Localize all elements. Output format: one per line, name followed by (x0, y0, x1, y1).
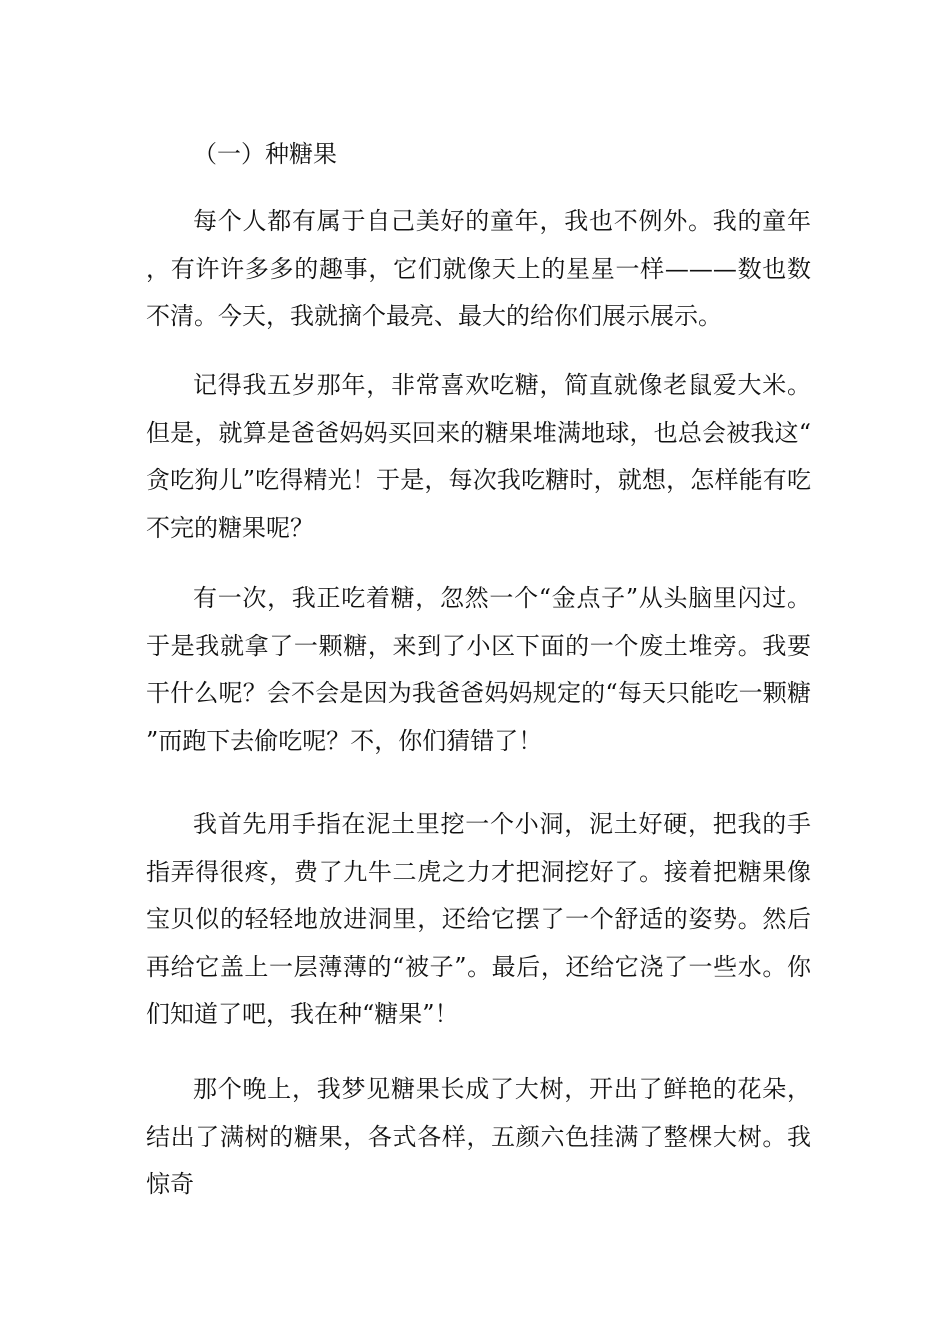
paragraph-3: 有一次，我正吃着糖，忽然一个“金点子”从头脑里闪过。于是我就拿了一颗糖，来到了小区下面的一个废土堆旁。我要干什么呢？会不会是因为我爸爸妈妈规定的“每天只能吃一颗糖”而跑下去偷吃呢？不，你们猜错了！ (146, 584, 811, 755)
paragraph-4: 我首先用手指在泥土里挖一个小洞，泥土好硬，把我的手指弄得很疼，费了九牛二虎之力才把洞挖好了。接着把糖果像宝贝似的轻轻地放进洞里，还给它摆了一个舒适的姿势。然后再给它盖上一层薄薄的“被子”。最后，还给它浇了一些水。你们知道了吧，我在种“糖果”！ (146, 810, 811, 1028)
section-heading: （一）种糖果 (193, 140, 337, 168)
paragraph-5: 那个晚上，我梦见糖果长成了大树，开出了鲜艳的花朵，结出了满树的糖果，各式各样，五颜六色挂满了整棵大树。我惊奇 (146, 1075, 811, 1198)
paragraph-2: 记得我五岁那年，非常喜欢吃糖，简直就像老鼠爱大米。但是，就算是爸爸妈妈买回来的糖果堆满地球，也总会被我这“贪吃狗儿”吃得精光！于是，每次我吃糖时，就想，怎样能有吃不完的糖果呢？ (146, 371, 811, 542)
paragraph-1: 每个人都有属于自己美好的童年，我也不例外。我的童年，有许许多多的趣事，它们就像天上的星星一样———数也数不清。今天，我就摘个最亮、最大的给你们展示展示。 (146, 207, 811, 330)
